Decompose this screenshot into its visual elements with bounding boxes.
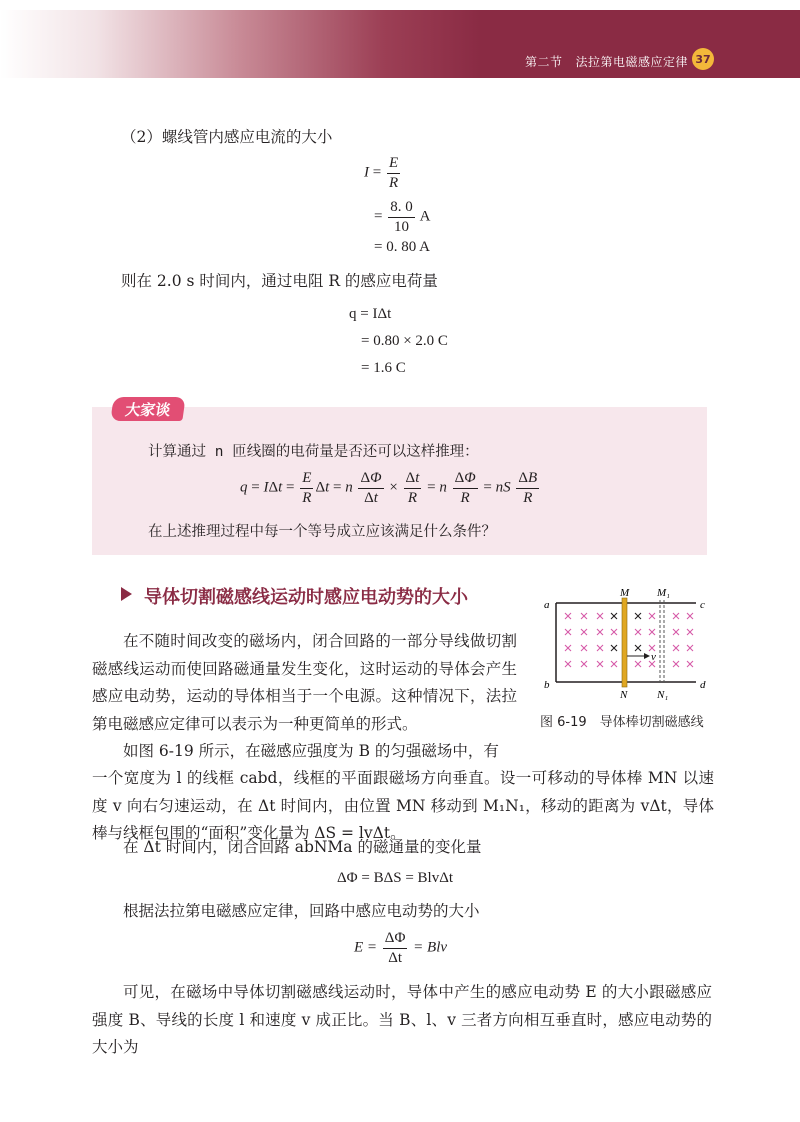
section-paragraph-5: 可见，在磁场中导体切割磁感线运动时，导体中产生的感应电动势 E 的大小跟磁感应强度 B、导线的长度 l 和速度 v 成正比。当 B、l、v 三者方向相互垂直时，感应电动势的大小为	[92, 983, 712, 1056]
field-cross	[611, 613, 617, 619]
field-cross	[611, 629, 617, 635]
fraction-8-over-10	[388, 199, 415, 235]
fraction-denominator: R	[388, 174, 399, 191]
current-eq-2: = $\frac{8. 0}{10}$ A	[374, 199, 431, 235]
field-cross	[635, 613, 641, 619]
fraction-numerator: 8. 0	[388, 199, 415, 218]
field-cross	[649, 629, 655, 635]
label-a: a	[544, 599, 550, 611]
discussion-derivation: q = IΔt = $\frac{E}{R}$ Δt = n $\frac{\Delta\Phi}{\Delta t}$ × $\frac{\Delta t}{R}$ = n $\frac{\Delta\Phi}{R}$ = nS $\frac{\Delta B}{R}$	[240, 470, 538, 506]
current-eq-1: I = $\frac{E}{R}$	[364, 155, 399, 191]
field-cross	[597, 613, 603, 619]
field-cross	[687, 661, 693, 667]
label-b: b	[544, 679, 550, 691]
label-n: N	[620, 689, 628, 701]
step-label: （2）螺线管内感应电流的大小	[121, 128, 333, 146]
fraction-numerator: ΔΦ	[383, 930, 408, 949]
label-v: v	[651, 651, 656, 663]
field-cross	[687, 613, 693, 619]
field-cross	[565, 613, 571, 619]
header-title: 法拉第电磁感应定律	[575, 55, 688, 69]
section-paragraph-4: 根据法拉第电磁感应定律，回路中感应电动势的大小	[123, 902, 480, 920]
section-paragraph-2b: 一个宽度为 l 的线框 cabd，线框的平面跟磁场方向垂直。设一可移动的导体棒 MN 以速度 v 向右匀速运动，在 Δt 时间内，由位置 MN 移动到 M₁N₁，移动的距离为 vΔt，导体棒与线框包围的“面积”变化量为 ΔS = lvΔt。	[92, 769, 714, 842]
emf-rhs: = Blv	[413, 939, 448, 956]
charge-eq-3: = 1.6 C	[361, 360, 406, 376]
field-cross	[565, 629, 571, 635]
field-cross	[649, 613, 655, 619]
page-header	[0, 10, 800, 78]
fraction-numerator: E	[387, 155, 400, 174]
conductor-rod-mn	[622, 598, 627, 687]
field-cross	[673, 613, 679, 619]
page-number-badge: 37	[692, 48, 714, 70]
section-paragraph-1: 在不随时间改变的磁场内，闭合回路的一部分导线做切割磁感线运动而使回路磁通量发生变化，这时运动的导体会产生感应电动势，运动的导体相当于一个电源。这种情况下，法拉第电磁感应定律可以表示为一种更简单的形式。	[92, 632, 517, 733]
figure-caption: 图 6-19 导体棒切割磁感线	[540, 715, 704, 730]
field-cross	[581, 645, 587, 651]
fraction-denominator: 10	[393, 218, 409, 235]
emf-equation	[354, 930, 447, 966]
flux-change-equation: ΔΦ = BΔS = BlvΔt	[337, 870, 454, 886]
field-cross	[673, 645, 679, 651]
field-cross	[635, 645, 641, 651]
field-cross	[687, 629, 693, 635]
section-title: 导体切割磁感线运动时感应电动势的大小	[144, 587, 468, 608]
fraction-e-over-r	[387, 155, 400, 191]
field-cross	[581, 613, 587, 619]
field-cross	[565, 661, 571, 667]
label-n1: N₁	[657, 689, 669, 701]
magnetic-field-crosses	[565, 613, 693, 667]
unit-ampere: A	[419, 208, 431, 225]
field-cross	[611, 645, 617, 651]
figure-6-19	[538, 586, 718, 706]
section-paragraph-2a: 如图 6-19 所示，在磁感应强度为 B 的匀强磁场中，有	[123, 742, 499, 760]
emf-fraction	[383, 930, 408, 966]
header-section-title	[525, 53, 688, 70]
discussion-question-1: 计算通过 n 匝线圈的电荷量是否还可以这样推理：	[148, 444, 479, 460]
label-m: M	[620, 587, 630, 599]
field-cross	[581, 629, 587, 635]
fraction-denominator: Δt	[388, 949, 403, 966]
label-d: d	[700, 679, 706, 691]
field-cross	[635, 629, 641, 635]
label-m1: M₁	[657, 587, 670, 599]
section-arrow-icon	[121, 587, 132, 601]
current-eq-3: = 0. 80 A	[374, 239, 430, 255]
velocity-arrow-head	[644, 653, 650, 659]
field-cross	[565, 645, 571, 651]
charge-intro: 则在 2.0 s 时间内，通过电阻 R 的感应电荷量	[121, 272, 438, 290]
field-cross	[597, 629, 603, 635]
field-cross	[673, 661, 679, 667]
label-c: c	[700, 599, 705, 611]
charge-eq-1: q = IΔt	[349, 306, 392, 322]
field-cross	[597, 645, 603, 651]
field-cross	[687, 645, 693, 651]
emf-lhs: E =	[354, 939, 378, 956]
field-cross	[597, 661, 603, 667]
field-cross	[635, 661, 641, 667]
current-symbol: I	[364, 164, 369, 181]
section-paragraph-3: 在 Δt 时间内，闭合回路 abNMa 的磁通量的变化量	[123, 838, 482, 856]
discussion-tag: 大家谈	[110, 397, 185, 421]
discussion-question-2: 在上述推理过程中每一个等号成立应该满足什么条件？	[148, 524, 496, 540]
field-cross	[611, 661, 617, 667]
field-cross	[581, 661, 587, 667]
field-cross	[673, 629, 679, 635]
header-section: 第二节	[525, 55, 563, 69]
charge-eq-2: = 0.80 × 2.0 C	[361, 333, 448, 349]
